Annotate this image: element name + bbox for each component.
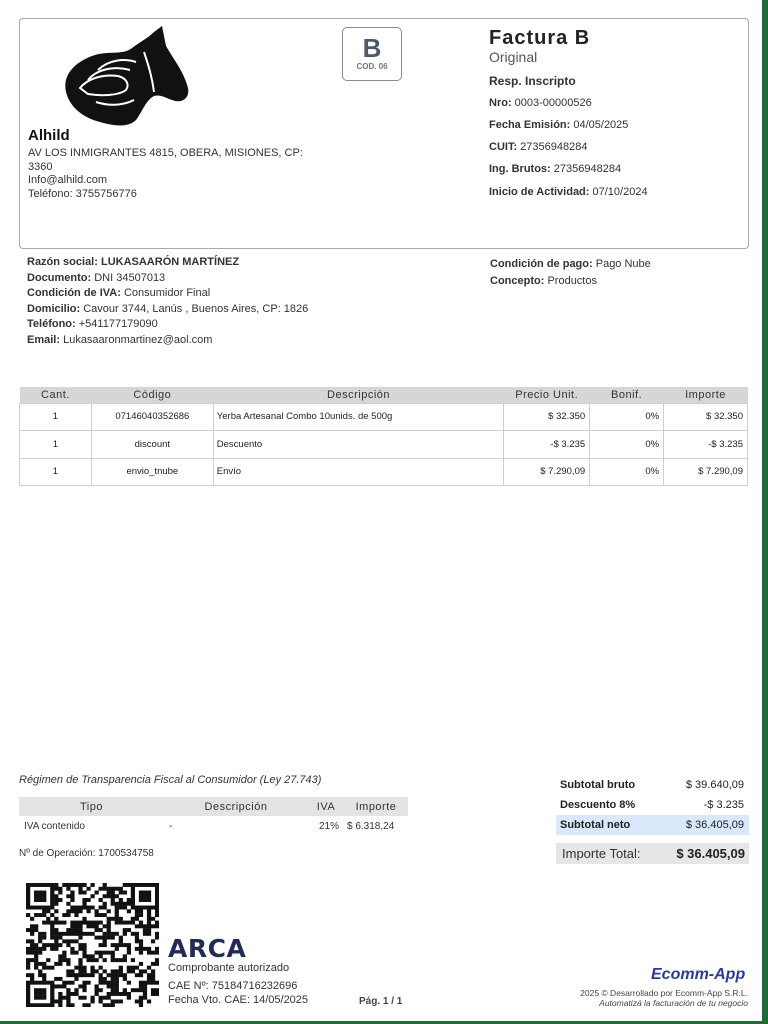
invoice-start-row: Inicio de Actividad: 07/10/2024: [489, 186, 648, 198]
issuer-phone: Teléfono: 3755756776: [28, 187, 137, 200]
invoice-start: 07/10/2024: [592, 186, 648, 198]
payment-concept-row: Concepto: Productos: [490, 275, 597, 287]
invoice-type-letter: B: [362, 33, 382, 63]
issuer-name: Alhild: [28, 127, 70, 144]
tax-header-row: Tipo Descripción IVA Importe: [19, 797, 408, 816]
issuer-address: AV LOS INMIGRANTES 4815, OBERA, MISIONES, CP: 3360: [28, 147, 303, 173]
page-number: Pág. 1 / 1: [359, 996, 403, 1007]
table-row: 1 envio_tnube Envío $ 7.290,09 0% $ 7.290,09: [20, 458, 748, 486]
tax-table: [19, 797, 408, 837]
arca-cae-due: Fecha Vto. CAE: 14/05/2025: [168, 994, 309, 1006]
col-amount: Importe: [664, 387, 748, 403]
invoice-title: Factura B: [489, 27, 591, 49]
operation-number: Nº de Operación: 1700534758: [19, 848, 154, 859]
invoice-date-row: Fecha Emisión: 04/05/2025: [489, 119, 629, 131]
client-name-row: Razón social: LUKASAARÓN MARTÍNEZ: [27, 256, 240, 268]
payment-condition-row: Condición de pago: Pago Nube: [490, 258, 651, 270]
items-table: [19, 387, 748, 486]
col-discount: Bonif.: [590, 387, 664, 403]
col-code: Código: [91, 387, 213, 403]
brand-logo: [60, 22, 190, 128]
subtotal-gross: Subtotal bruto $ 39.640,09: [560, 779, 744, 791]
items-header-row: [20, 387, 748, 403]
invoice-number-row: Nro: 0003-00000526: [489, 97, 592, 109]
footer-tagline: Automatizá la facturación de tu negocio: [599, 998, 748, 1008]
arca-cae: CAE Nº: 75184716232696: [168, 980, 298, 992]
invoice-cuit: 27356948284: [520, 141, 588, 153]
invoice-gross: 27356948284: [553, 163, 622, 175]
total-amount: Importe Total: $ 36.405,09: [556, 843, 749, 864]
col-qty: Cant.: [20, 387, 92, 403]
arca-status: Comprobante autorizado: [168, 962, 290, 974]
invoice-header: [19, 18, 749, 249]
table-row: 1 discount Descuento -$ 3.235 0% -$ 3.235: [20, 431, 748, 459]
issuer-contact: [28, 147, 318, 201]
invoice-type-box: [342, 27, 402, 81]
invoice-resp: Resp. Inscripto: [489, 74, 576, 88]
subtotal-net: Subtotal neto $ 36.405,09: [556, 815, 749, 835]
issuer-email: Info@alhild.com: [28, 174, 108, 186]
ecomm-logo: Ecomm-App: [651, 966, 746, 983]
totals-panel: [556, 775, 749, 864]
client-email-row: Email: Lukasaaronmartinez@aol.com: [27, 333, 213, 346]
payment-info: [490, 256, 651, 290]
arca-logo: ARCA: [168, 934, 247, 963]
invoice-number: 0003-00000526: [514, 97, 592, 109]
qr-code: [26, 883, 159, 1007]
invoice-type-code: COD. 06: [356, 62, 388, 71]
footer-copyright: 2025 © Desarrollado por Ecomm-App S.R.L.: [580, 988, 748, 998]
client-phone-row: Teléfono: +541177179090: [27, 318, 158, 330]
tax-row: IVA contenido - 21% $ 6.318,24: [24, 821, 395, 832]
client-iva-row: Condición de IVA: Consumidor Final: [27, 287, 211, 299]
invoice-date: 04/05/2025: [573, 119, 629, 131]
page-edge-bar: [762, 0, 768, 1024]
col-description: Descripción: [213, 387, 503, 403]
client-doc-row: Documento: DNI 34507013: [27, 271, 166, 284]
table-row: 1 07146040352686 Yerba Artesanal Combo 10unids. de 500g $ 32.350 0% $ 32.350: [20, 403, 748, 431]
client-address-row: Domicilio: Cavour 3744, Lanús , Buenos Aires, CP: 1826: [27, 302, 309, 315]
invoice-gross-row: Ing. Brutos: 27356948284: [489, 163, 622, 175]
client-name: LUKASAARÓN MARTÍNEZ: [100, 256, 240, 268]
regime-title: Régimen de Transparencia Fiscal al Consumidor (Ley 27.743): [19, 774, 322, 786]
col-unit-price: Precio Unit.: [504, 387, 590, 403]
invoice-cuit-row: CUIT: 27356948284: [489, 141, 588, 153]
invoice-copy: Original: [489, 49, 538, 65]
discount-total: Descuento 8% -$ 3.235: [560, 799, 744, 811]
client-info: [27, 255, 308, 348]
